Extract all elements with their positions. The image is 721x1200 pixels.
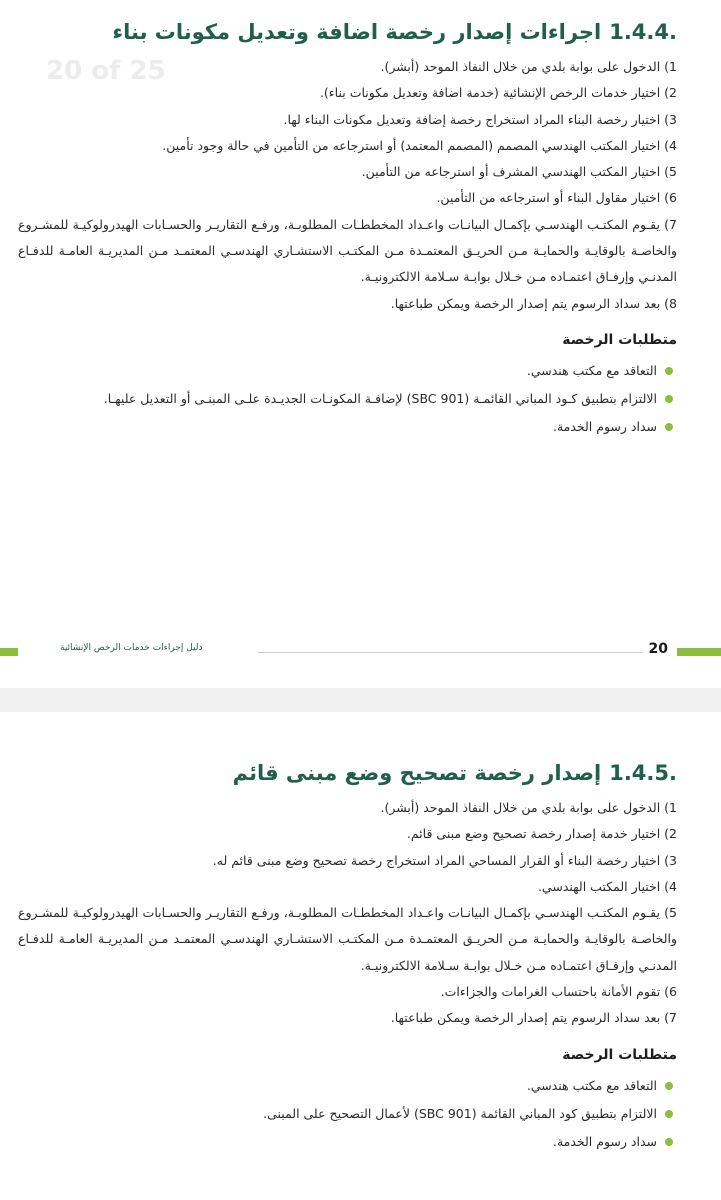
- procedure-step: 5) يقـوم المكتـب الهندسـي بإكمـال البيانـات واعـداد المخططـات المطلوبـة، ورفـع التقاريـر والحسـابات الهيدرولوكيـة للمشـروع والخاصـة بالوقايـة والحمايـة مـن الحريـق المعتمـدة مـن المكتـب الاستشـاري الهندسـي المعتمـد مـن المديريـة العامـة للدفـاع المدنـي وإرفـاق اعتمـاده مـن خـلال بوابـة سـلامة الالكترونيـة.: [18, 905, 677, 973]
- section-number: .1.4.4: [609, 20, 677, 44]
- procedure-step: 5) اختيار المكتب الهندسي المشرف أو استرجاعه من التأمين.: [361, 164, 677, 180]
- requirement-item: [18, 385, 677, 413]
- requirement-text: سداد رسوم الخدمة.: [552, 1133, 657, 1149]
- requirement-item: [18, 357, 677, 385]
- footer-accent-bar-right: [677, 648, 721, 656]
- procedure-step: 3) اختيار رخصة البناء أو القرار المساحي المراد استخراج رخصة تصحيح وضع مبنى قائم له.: [212, 852, 677, 868]
- procedure-step: 6) اختيار مقاول البناء أو استرجاعه من التأمين.: [436, 190, 677, 206]
- requirement-text: الالتزام بتطبيق كود المباني القائمة (SBC 901) لأعمال التصحيح على المبنى.: [263, 1105, 657, 1121]
- requirement-text: التعاقد مع مكتب هندسي.: [526, 362, 657, 378]
- bullet-dot-icon: [665, 1110, 673, 1118]
- section-title: [18, 16, 677, 48]
- procedure-step: 4) اختيار المكتب الهندسي المصمم (المصمم المعتمد) أو استرجاعه من التأمين في حالة وجود تأمين.: [162, 137, 677, 153]
- requirement-item: [18, 1128, 677, 1156]
- footer-divider: [258, 652, 643, 653]
- procedure-step: 1) الدخول على بوابة بلدي من خلال النفاذ الموحد (أبشر).: [380, 800, 677, 815]
- procedure-step: 2) اختيار خدمة إصدار رخصة تصحيح وضع مبنى قائم.: [406, 826, 677, 842]
- page-separator: [0, 688, 721, 712]
- page-number: 20: [648, 641, 668, 657]
- procedure-step: 2) اختيار خدمات الرخص الإنشائية (خدمة اضافة وتعديل مكونات بناء).: [319, 85, 677, 101]
- page-content: [18, 16, 677, 441]
- procedure-step: 4) اختيار المكتب الهندسي.: [537, 878, 677, 894]
- bullet-dot-icon: [665, 423, 673, 431]
- requirement-text: التعاقد مع مكتب هندسي.: [526, 1077, 657, 1093]
- procedure-step: 7) بعد سداد الرسوم يتم إصدار الرخصة ويمكن طباعتها.: [390, 1010, 677, 1026]
- procedure-step: 6) تقوم الأمانة باحتساب الغرامات والجزاءات.: [440, 984, 677, 1000]
- procedure-step: 3) اختيار رخصة البناء المراد استخراج رخصة إضافة وتعديل مكونات البناء لها.: [283, 111, 677, 127]
- requirement-item: [18, 1100, 677, 1128]
- procedure-step: 8) بعد سداد الرسوم يتم إصدار الرخصة ويمكن طباعتها.: [390, 295, 677, 311]
- page-footer: [0, 641, 721, 663]
- section-title-text: إصدار رخصة تصحيح وضع مبنى قائم: [232, 761, 602, 785]
- page-counter-watermark: 20 of 25: [46, 56, 166, 86]
- requirement-text: سداد رسوم الخدمة.: [552, 418, 657, 434]
- document-page-21: [0, 712, 721, 1200]
- section-title-text: اجراءات إصدار رخصة اضافة وتعديل مكونات بناء: [112, 20, 602, 44]
- requirements-heading: متطلبات الرخصة: [562, 1046, 677, 1063]
- requirement-item: [18, 1072, 677, 1100]
- footer-accent-bar-left: [0, 648, 18, 656]
- procedure-step: 1) الدخول على بوابة بلدي من خلال النفاذ الموحد (أبشر).: [380, 59, 677, 74]
- bullet-dot-icon: [665, 1082, 673, 1090]
- footer-document-title: دليل إجراءات خدمات الرخص الإنشائية: [60, 643, 203, 653]
- bullet-dot-icon: [665, 367, 673, 375]
- requirement-item: [18, 413, 677, 441]
- bullet-dot-icon: [665, 1138, 673, 1146]
- procedure-step: 7) يقـوم المكتـب الهندسـي بإكمـال البيانـات واعـداد المخططـات المطلوبـة، ورفـع التقاريـر والحسـابات الهيدرولوكيـة للمشـروع والخاصـة بالوقايـة والحمايـة مـن الحريـق المعتمـدة مـن المكتـب الاستشـاري الهندسـي المعتمـد مـن المديريـة العامـة للدفـاع المدنـي وإرفـاق اعتمـاده مـن خـلال بوابـة سـلامة الالكترونيـة.: [18, 216, 677, 285]
- section-title: [18, 757, 677, 789]
- requirement-text: الالتزام بتطبيق كـود المباني القائمـة (SBC 901) لإضافـة المكونـات الجديـدة علـى المبنـى أو التعديل عليهـا.: [103, 390, 657, 406]
- page-content: [18, 757, 677, 1156]
- section-number: .1.4.5: [609, 761, 677, 785]
- bullet-dot-icon: [665, 395, 673, 403]
- requirements-heading: متطلبات الرخصة: [562, 331, 677, 348]
